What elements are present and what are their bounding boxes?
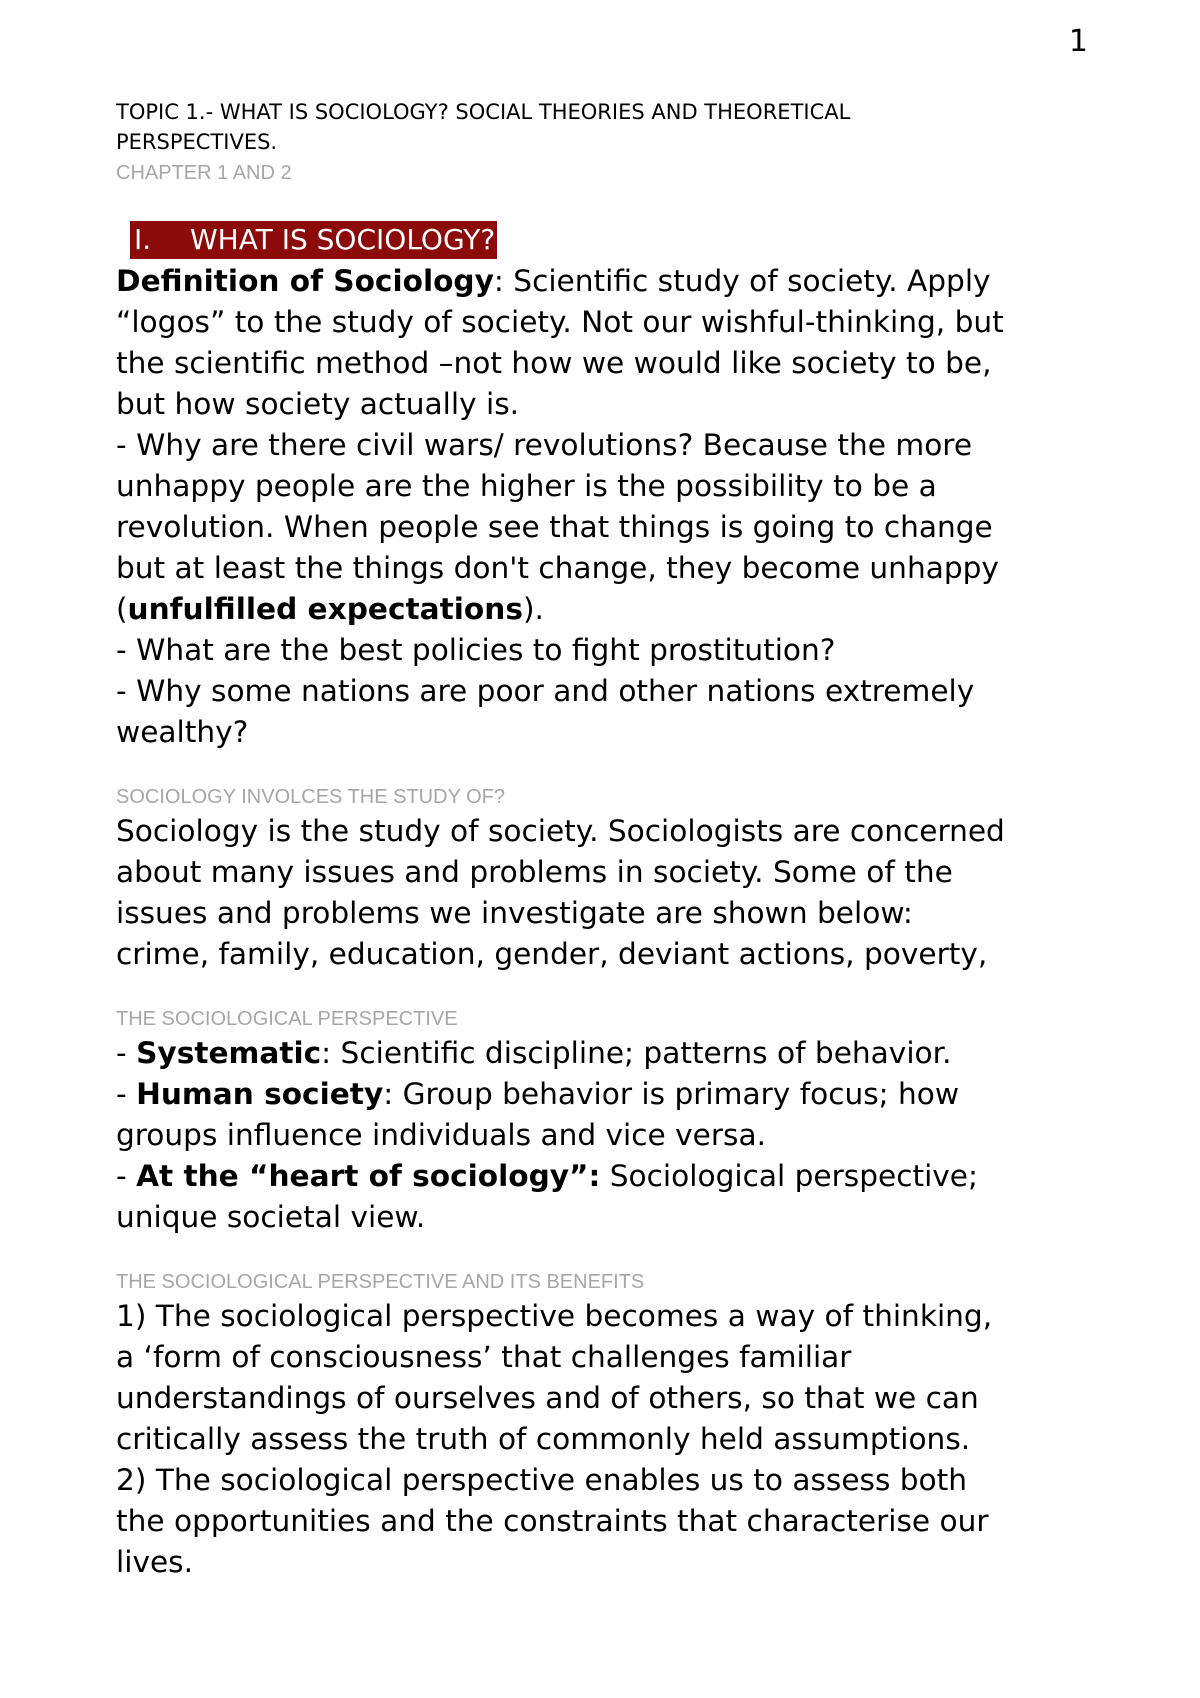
spacer xyxy=(116,753,1116,783)
benefit-2-line-1: 2) The sociological perspective enables us to assess both xyxy=(116,1463,968,1497)
benefit-2-line-3: lives. xyxy=(116,1545,193,1579)
human-society-text: : Group behavior is primary focus; how xyxy=(383,1077,960,1111)
involves-line-1: Sociology is the study of society. Sociologists are concerned xyxy=(116,814,1005,848)
perspective-item-systematic xyxy=(116,1033,1116,1074)
question-1-line-5 xyxy=(116,589,1116,630)
definition-line-1 xyxy=(116,261,1116,302)
systematic-text: : Scientific discipline; patterns of behavior. xyxy=(321,1036,952,1070)
question-1-line-3: revolution. When people see that things is going to change xyxy=(116,510,993,544)
section-heading xyxy=(116,221,1116,261)
definition-line-4: but how society actually is. xyxy=(116,387,520,421)
systematic-term: Systematic xyxy=(136,1036,322,1070)
bullet-dash: - xyxy=(116,1036,137,1070)
question-1-line-1: - Why are there civil wars/ revolutions? Because the more xyxy=(116,428,973,462)
perspective-item-heart xyxy=(116,1156,1116,1197)
definition-text: : Scientific study of society. Apply xyxy=(493,264,991,298)
heart-of-sociology-term: At the “heart of sociology”: xyxy=(136,1159,601,1193)
definition-line-3: the scientific method –not how we would like society to be, xyxy=(116,346,992,380)
benefit-1-line-2: a ‘form of consciousness’ that challenges familiar xyxy=(116,1340,852,1374)
chapter-reference: CHAPTER 1 AND 2 xyxy=(116,162,292,184)
bullet-dash: - xyxy=(116,1159,137,1193)
question-1-line-2: unhappy people are the higher is the possibility to be a xyxy=(116,469,937,503)
definition-line-2: “logos” to the study of society. Not our wishful-thinking, but xyxy=(116,305,1004,339)
unfulfilled-expectations-term: unfulfilled expectations xyxy=(127,592,523,626)
question-3-line-2: wealthy? xyxy=(116,715,249,749)
section-heading-highlight xyxy=(130,221,497,259)
paren-close: ). xyxy=(522,592,544,626)
question-2: - What are the best policies to fight prostitution? xyxy=(116,633,836,667)
involves-line-3: issues and problems we investigate are shown below: xyxy=(116,896,913,930)
page-number: 1 xyxy=(1068,24,1088,59)
question-3-line-1: - Why some nations are poor and other nations extremely xyxy=(116,674,975,708)
topic-title-line-1: TOPIC 1.- WHAT IS SOCIOLOGY? SOCIAL THEORIES AND THEORETICAL xyxy=(116,100,851,124)
spacer xyxy=(116,1238,1116,1268)
document-page xyxy=(116,97,1116,1583)
perspective-heading: THE SOCIOLOGICAL PERSPECTIVE xyxy=(116,1008,458,1030)
involves-line-2: about many issues and problems in society. Some of the xyxy=(116,855,953,889)
paren-open: ( xyxy=(116,592,128,626)
heart-of-sociology-text: Sociological perspective; xyxy=(600,1159,978,1193)
involves-line-4: crime, family, education, gender, deviant actions, poverty, xyxy=(116,937,988,971)
human-society-term: Human society xyxy=(136,1077,384,1111)
perspective-item-human-society-line-2: groups influence individuals and vice versa. xyxy=(116,1118,766,1152)
involves-heading: SOCIOLOGY INVOLCES THE STUDY OF? xyxy=(116,786,505,808)
spacer xyxy=(116,975,1116,1005)
bullet-dash: - xyxy=(116,1077,137,1111)
benefit-1-line-4: critically assess the truth of commonly held assumptions. xyxy=(116,1422,971,1456)
section-number: I. xyxy=(134,223,152,256)
section-title: WHAT IS SOCIOLOGY? xyxy=(190,223,496,256)
question-1-line-4: but at least the things don't change, they become unhappy xyxy=(116,551,999,585)
definition-term: Definition of Sociology xyxy=(116,264,494,298)
benefit-1-line-1: 1) The sociological perspective becomes a way of thinking, xyxy=(116,1299,993,1333)
benefit-1-line-3: understandings of ourselves and of others, so that we can xyxy=(116,1381,979,1415)
perspective-item-human-society xyxy=(116,1074,1116,1115)
topic-title-line-2: PERSPECTIVES. xyxy=(116,130,278,154)
perspective-item-heart-line-2: unique societal view. xyxy=(116,1200,426,1234)
benefit-2-line-2: the opportunities and the constraints that characterise our xyxy=(116,1504,989,1538)
benefits-heading: THE SOCIOLOGICAL PERSPECTIVE AND ITS BENEFITS xyxy=(116,1271,645,1293)
